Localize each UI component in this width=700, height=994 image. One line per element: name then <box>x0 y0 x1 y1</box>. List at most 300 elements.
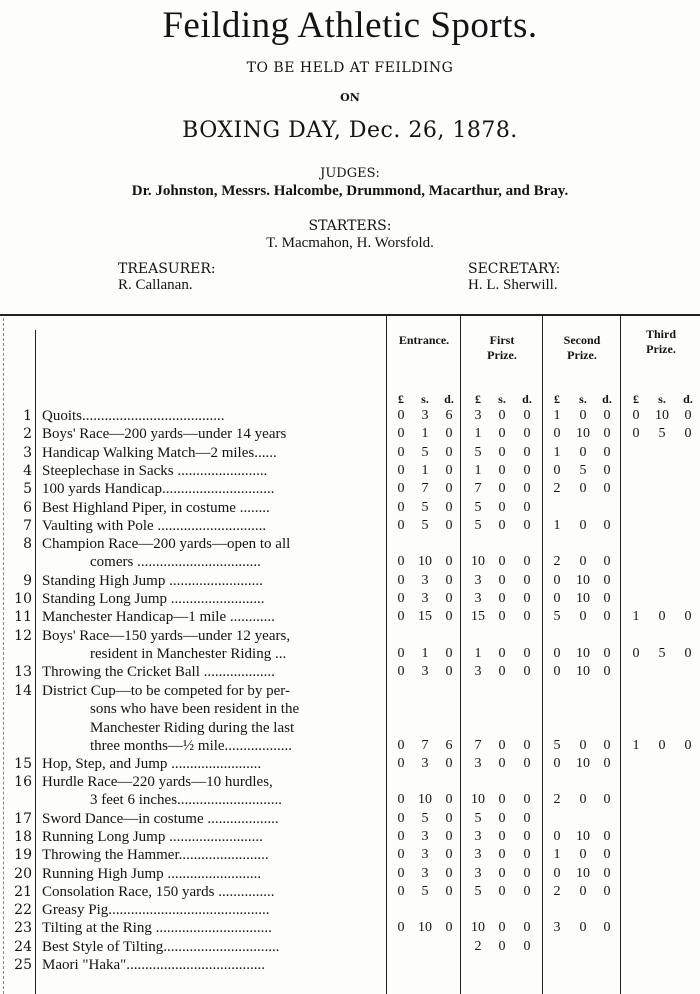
entrance-amount: 0 <box>397 847 405 863</box>
third-prize-header <box>622 327 700 357</box>
table-row <box>0 407 700 425</box>
first-amount: 0 <box>523 462 531 478</box>
table-row <box>0 517 700 535</box>
entrance-amount: 0 <box>445 481 453 497</box>
entrance-amount: 1 <box>421 462 429 478</box>
second-amount: 0 <box>603 755 611 771</box>
third-amount: 0 <box>684 645 692 661</box>
page-title: Feilding Athletic Sports. <box>162 5 538 46</box>
second-amount: 0 <box>603 847 611 863</box>
second-amount: 10 <box>576 828 590 844</box>
event-name: Maori "Haka"..................................... <box>42 957 266 973</box>
first-amount: 1 <box>474 645 482 661</box>
second-amount: 0 <box>553 664 561 680</box>
entrance-amount: 0 <box>397 572 405 588</box>
table-row <box>0 846 700 864</box>
first-amount: 0 <box>498 444 506 460</box>
entrance-amount: 0 <box>445 664 453 680</box>
event-number: 8 <box>23 536 32 553</box>
first-amount: 0 <box>523 664 531 680</box>
table-row <box>0 572 700 590</box>
first-amount: 0 <box>498 865 506 881</box>
second-amount: 0 <box>603 481 611 497</box>
entrance-amount: 10 <box>418 554 432 570</box>
second-prize-header-line2: Prize. <box>567 348 597 362</box>
third-amount: 0 <box>632 408 640 423</box>
second-amount: 10 <box>576 865 590 881</box>
second-amount: 10 <box>576 664 590 680</box>
first-amount: 0 <box>498 572 506 588</box>
event-number: 25 <box>14 957 32 973</box>
event-name: Tilting at the Ring ............................... <box>42 920 272 937</box>
event-name: Best Style of Tilting............................... <box>42 938 280 955</box>
first-prize-header-line1: First <box>489 333 515 347</box>
second-amount: 0 <box>579 481 587 497</box>
first-amount: 0 <box>523 938 531 954</box>
entrance-amount: 0 <box>445 883 453 899</box>
entrance-amount: 0 <box>397 664 405 680</box>
treasurer-heading: TREASURER: <box>118 261 216 277</box>
entrance-amount: 3 <box>421 408 429 423</box>
first-amount: 0 <box>523 517 531 533</box>
table-row <box>0 883 700 901</box>
first-amount: 0 <box>523 408 531 423</box>
second-amount: 0 <box>579 408 587 423</box>
entrance-amount: 0 <box>397 609 405 625</box>
second-amount: 0 <box>553 591 561 606</box>
entrance-amount: 5 <box>421 499 429 515</box>
secretary-name: H. L. Sherwill. <box>468 277 558 293</box>
event-number: 5 <box>23 481 32 498</box>
treasurer-block <box>118 261 216 293</box>
second-amount: 0 <box>603 737 611 753</box>
event-name: Sword Dance—in costume ................... <box>42 810 279 827</box>
first-amount: 0 <box>498 554 506 570</box>
event-number: 11 <box>14 609 32 626</box>
first-amount: 0 <box>498 517 506 533</box>
starters-list: T. Macmahon, H. Worsfold. <box>266 235 434 251</box>
unit-pounds: £ <box>554 392 560 406</box>
event-name: comers ................................. <box>90 554 261 571</box>
second-amount: 2 <box>553 792 561 807</box>
first-amount: 0 <box>498 591 506 606</box>
first-amount: 0 <box>498 810 506 826</box>
event-name: Standing High Jump ......................... <box>42 572 263 589</box>
first-amount: 0 <box>523 920 531 936</box>
second-amount: 0 <box>579 517 587 533</box>
entrance-amount: 0 <box>397 755 405 771</box>
entrance-amount: 3 <box>421 664 429 680</box>
first-amount: 0 <box>523 426 531 442</box>
table-row <box>0 590 700 608</box>
unit-pounds: £ <box>398 392 404 406</box>
first-amount: 0 <box>523 609 531 625</box>
entrance-amount: 0 <box>445 645 453 661</box>
first-amount: 10 <box>471 920 485 936</box>
third-amount: 0 <box>684 609 692 625</box>
table-row <box>0 810 700 828</box>
first-amount: 0 <box>523 810 531 826</box>
first-amount: 3 <box>474 828 482 844</box>
second-amount: 1 <box>553 847 561 863</box>
first-amount: 0 <box>523 572 531 588</box>
second-amount: 0 <box>603 645 611 661</box>
second-amount: 0 <box>603 408 611 423</box>
second-amount: 10 <box>576 645 590 661</box>
event-number: 10 <box>14 591 32 607</box>
event-name: Manchester Riding during the last <box>90 719 295 736</box>
entrance-amount: 3 <box>421 755 429 771</box>
first-amount: 0 <box>523 645 531 661</box>
entrance-amount: 0 <box>397 499 405 515</box>
second-amount: 2 <box>553 481 561 497</box>
first-amount: 2 <box>474 938 482 954</box>
first-amount: 5 <box>474 883 482 899</box>
first-amount: 0 <box>498 481 506 497</box>
first-amount: 10 <box>471 792 485 807</box>
second-amount: 0 <box>553 462 561 478</box>
event-number: 4 <box>23 462 32 479</box>
event-name: Hop, Step, and Jump ........................ <box>42 755 262 772</box>
event-name: Champion Race—200 yards—open to all <box>42 536 291 553</box>
event-number: 16 <box>14 774 32 790</box>
event-number: 13 <box>14 664 32 681</box>
event-number: 1 <box>23 408 32 424</box>
event-name: Handicap Walking Match—2 miles...... <box>42 444 277 461</box>
second-amount: 0 <box>603 572 611 588</box>
second-amount: 1 <box>553 444 561 460</box>
second-amount: 5 <box>553 737 561 753</box>
first-amount: 0 <box>498 847 506 863</box>
second-amount: 0 <box>603 444 611 460</box>
third-prize-header-line1: Third <box>645 327 676 341</box>
first-amount: 3 <box>474 865 482 881</box>
third-amount: 0 <box>684 426 692 442</box>
entrance-amount: 10 <box>418 920 432 936</box>
entrance-amount: 0 <box>397 591 405 606</box>
second-amount: 0 <box>603 828 611 844</box>
third-amount: 5 <box>658 426 666 442</box>
table-row <box>0 828 700 846</box>
second-amount: 0 <box>603 517 611 533</box>
unit-pounds: £ <box>633 392 639 406</box>
entrance-amount: 0 <box>397 462 405 478</box>
judges-heading: JUDGES: <box>320 166 380 181</box>
second-amount: 3 <box>553 920 561 936</box>
unit-shillings: s. <box>498 392 506 406</box>
entrance-amount: 0 <box>445 591 453 606</box>
second-amount: 0 <box>579 920 587 936</box>
event-number: 19 <box>14 847 32 864</box>
entrance-amount: 3 <box>421 591 429 606</box>
starters-heading: STARTERS: <box>308 218 392 234</box>
first-amount: 0 <box>523 847 531 863</box>
event-number: 23 <box>14 920 32 937</box>
entrance-amount: 0 <box>397 554 405 570</box>
first-amount: 0 <box>523 737 531 753</box>
first-amount: 3 <box>474 572 482 588</box>
first-amount: 10 <box>471 554 485 570</box>
table-row <box>0 608 700 626</box>
table-row <box>0 919 700 937</box>
entrance-amount: 5 <box>421 444 429 460</box>
first-amount: 0 <box>523 828 531 844</box>
first-amount: 5 <box>474 444 482 460</box>
first-amount: 0 <box>523 792 531 807</box>
first-amount: 0 <box>523 591 531 606</box>
table-row <box>0 865 700 883</box>
event-number: 14 <box>14 682 32 699</box>
secretary-heading: SECRETARY: <box>468 261 561 277</box>
second-amount: 1 <box>553 517 561 533</box>
event-name: Hurdle Race—220 yards—10 hurdles, <box>42 774 273 790</box>
first-amount: 0 <box>523 554 531 570</box>
event-name: three months—½ mile.................. <box>90 737 293 754</box>
third-amount: 0 <box>658 737 666 753</box>
second-amount: 0 <box>603 883 611 899</box>
third-amount: 10 <box>655 408 669 423</box>
second-amount: 5 <box>553 609 561 625</box>
entrance-amount: 6 <box>445 737 453 753</box>
first-amount: 0 <box>498 938 506 954</box>
unit-pence: d. <box>683 392 693 406</box>
second-amount: 10 <box>576 426 590 442</box>
first-amount: 5 <box>474 810 482 826</box>
first-amount: 0 <box>498 664 506 680</box>
event-name: Steeplechase in Sacks ........................ <box>42 462 268 479</box>
entrance-amount: 0 <box>397 865 405 881</box>
second-amount: 10 <box>576 755 590 771</box>
second-amount: 0 <box>603 462 611 478</box>
third-amount: 1 <box>632 609 640 625</box>
first-amount: 3 <box>474 847 482 863</box>
first-amount: 0 <box>498 737 506 753</box>
event-number: 20 <box>14 865 32 882</box>
second-amount: 2 <box>553 554 561 570</box>
table-row <box>0 627 700 664</box>
second-amount: 0 <box>603 426 611 442</box>
entrance-amount: 0 <box>445 554 453 570</box>
event-name: Throwing the Cricket Ball ................... <box>42 664 275 681</box>
event-number: 3 <box>23 444 32 461</box>
second-amount: 2 <box>553 883 561 899</box>
second-amount: 0 <box>579 554 587 570</box>
third-amount: 5 <box>658 645 666 661</box>
event-name: Running Long Jump ......................... <box>42 828 263 845</box>
entrance-amount: 0 <box>445 792 453 807</box>
entrance-amount: 0 <box>397 645 405 661</box>
first-amount: 0 <box>523 755 531 771</box>
third-amount: 0 <box>632 645 640 661</box>
unit-shillings: s. <box>421 392 429 406</box>
event-number: 7 <box>23 517 32 534</box>
second-amount: 10 <box>576 591 590 606</box>
entrance-amount: 0 <box>445 499 453 515</box>
event-number: 2 <box>23 426 32 443</box>
event-number: 18 <box>14 828 32 845</box>
entrance-amount: 5 <box>421 517 429 533</box>
second-prize-header <box>544 333 620 363</box>
table-row <box>0 773 700 810</box>
second-amount: 0 <box>579 444 587 460</box>
first-amount: 3 <box>474 664 482 680</box>
entrance-amount: 0 <box>397 920 405 936</box>
event-name: 100 yards Handicap.............................. <box>42 481 275 498</box>
second-amount: 0 <box>579 847 587 863</box>
entrance-amount: 0 <box>397 792 405 807</box>
entrance-amount: 3 <box>421 865 429 881</box>
entrance-amount: 5 <box>421 883 429 899</box>
second-amount: 0 <box>603 865 611 881</box>
event-number: 12 <box>14 627 32 644</box>
third-prize-header-line2: Prize. <box>646 342 676 356</box>
second-amount: 0 <box>579 737 587 753</box>
entrance-amount: 0 <box>445 847 453 863</box>
first-amount: 0 <box>498 408 506 423</box>
first-amount: 3 <box>474 408 482 423</box>
first-amount: 0 <box>498 645 506 661</box>
third-amount: 0 <box>684 408 692 423</box>
table-row <box>0 682 700 755</box>
entrance-amount: 7 <box>421 481 429 497</box>
entrance-amount: 0 <box>445 920 453 936</box>
unit-pence: d. <box>522 392 532 406</box>
subtitle: TO BE HELD AT FEILDING <box>246 60 454 76</box>
entrance-amount: 0 <box>445 426 453 442</box>
event-name: Quoits...................................... <box>42 408 225 424</box>
first-amount: 5 <box>474 499 482 515</box>
event-name: Standing Long Jump ......................... <box>42 591 265 607</box>
second-amount: 0 <box>553 755 561 771</box>
table-row <box>0 425 700 443</box>
on-text: ON <box>340 91 360 104</box>
first-amount: 7 <box>474 737 482 753</box>
event-name: sons who have been resident in the <box>90 700 300 717</box>
entrance-amount: 7 <box>421 737 429 753</box>
entrance-amount: 0 <box>445 517 453 533</box>
judges-list: Dr. Johnston, Messrs. Halcombe, Drummond, Macarthur, and Bray. <box>131 183 569 199</box>
entrance-amount: 0 <box>445 462 453 478</box>
table-row <box>0 499 700 517</box>
event-number: 24 <box>14 938 32 955</box>
second-amount: 0 <box>603 664 611 680</box>
event-name: Greasy Pig........................................... <box>42 902 270 919</box>
table-row <box>0 480 700 498</box>
entrance-header: Entrance. <box>398 333 450 347</box>
first-amount: 0 <box>523 865 531 881</box>
entrance-amount: 15 <box>418 609 432 625</box>
entrance-amount: 0 <box>445 444 453 460</box>
entrance-amount: 0 <box>445 572 453 588</box>
treasurer-name: R. Callanan. <box>118 277 193 293</box>
third-amount: 0 <box>684 737 692 753</box>
first-amount: 0 <box>523 481 531 497</box>
second-amount: 0 <box>603 920 611 936</box>
entrance-amount: 0 <box>397 883 405 899</box>
entrance-amount: 5 <box>421 810 429 826</box>
second-prize-header-line1: Second <box>563 333 601 347</box>
first-prize-header-line2: Prize. <box>487 348 517 362</box>
first-amount: 5 <box>474 517 482 533</box>
entrance-amount: 0 <box>445 865 453 881</box>
second-amount: 0 <box>553 865 561 881</box>
event-name: 3 feet 6 inches............................ <box>90 792 283 808</box>
second-amount: 0 <box>579 609 587 625</box>
second-amount: 0 <box>603 591 611 606</box>
second-amount: 10 <box>576 572 590 588</box>
entrance-amount: 0 <box>397 408 405 423</box>
table-row <box>0 663 700 681</box>
first-amount: 0 <box>498 426 506 442</box>
event-name: Boys' Race—200 yards—under 14 years <box>42 426 287 443</box>
first-amount: 0 <box>498 920 506 936</box>
first-amount: 0 <box>498 883 506 899</box>
first-amount: 0 <box>498 792 506 807</box>
event-name: Manchester Handicap—1 mile ............ <box>42 609 275 626</box>
first-amount: 0 <box>523 883 531 899</box>
unit-pounds: £ <box>475 392 481 406</box>
entrance-amount: 0 <box>397 426 405 442</box>
first-amount: 0 <box>523 444 531 460</box>
event-name: resident in Manchester Riding ... <box>90 645 287 662</box>
second-amount: 0 <box>553 645 561 661</box>
first-amount: 1 <box>474 462 482 478</box>
table-row <box>0 956 700 974</box>
event-name: Running High Jump ......................... <box>42 865 262 882</box>
second-amount: 0 <box>553 828 561 844</box>
first-amount: 1 <box>474 426 482 442</box>
entrance-amount: 0 <box>445 828 453 844</box>
first-amount: 3 <box>474 755 482 771</box>
entrance-amount: 6 <box>445 408 453 423</box>
table-row <box>0 535 700 572</box>
entrance-amount: 0 <box>397 444 405 460</box>
second-amount: 0 <box>553 426 561 442</box>
unit-pence: d. <box>444 392 454 406</box>
entrance-amount: 0 <box>397 810 405 826</box>
unit-pence: d. <box>602 392 612 406</box>
event-name: Vaulting with Pole ............................. <box>42 517 267 534</box>
first-amount: 0 <box>498 755 506 771</box>
entrance-amount: 1 <box>421 426 429 442</box>
unit-shillings: s. <box>658 392 666 406</box>
entrance-amount: 0 <box>397 517 405 533</box>
entrance-amount: 0 <box>397 828 405 844</box>
event-number: 6 <box>23 499 32 516</box>
first-amount: 0 <box>498 462 506 478</box>
third-amount: 0 <box>658 609 666 625</box>
second-amount: 1 <box>553 408 561 423</box>
unit-shillings: s. <box>579 392 587 406</box>
event-name: Consolation Race, 150 yards ............... <box>42 883 275 900</box>
event-number: 17 <box>14 810 32 827</box>
table-row <box>0 444 700 462</box>
first-amount: 0 <box>498 499 506 515</box>
first-amount: 15 <box>471 609 485 625</box>
first-prize-header <box>462 333 542 363</box>
first-amount: 0 <box>498 609 506 625</box>
event-number: 21 <box>14 883 32 900</box>
event-number: 22 <box>14 902 32 919</box>
event-name: Best Highland Piper, in costume ........ <box>42 499 270 516</box>
entrance-amount: 0 <box>397 737 405 753</box>
second-amount: 0 <box>603 554 611 570</box>
table-row <box>0 901 700 919</box>
event-name: Boys' Race—150 yards—under 12 years, <box>42 627 291 644</box>
event-name: Throwing the Hammer........................ <box>42 847 269 864</box>
table-row <box>0 755 700 773</box>
secretary-block <box>468 261 560 293</box>
